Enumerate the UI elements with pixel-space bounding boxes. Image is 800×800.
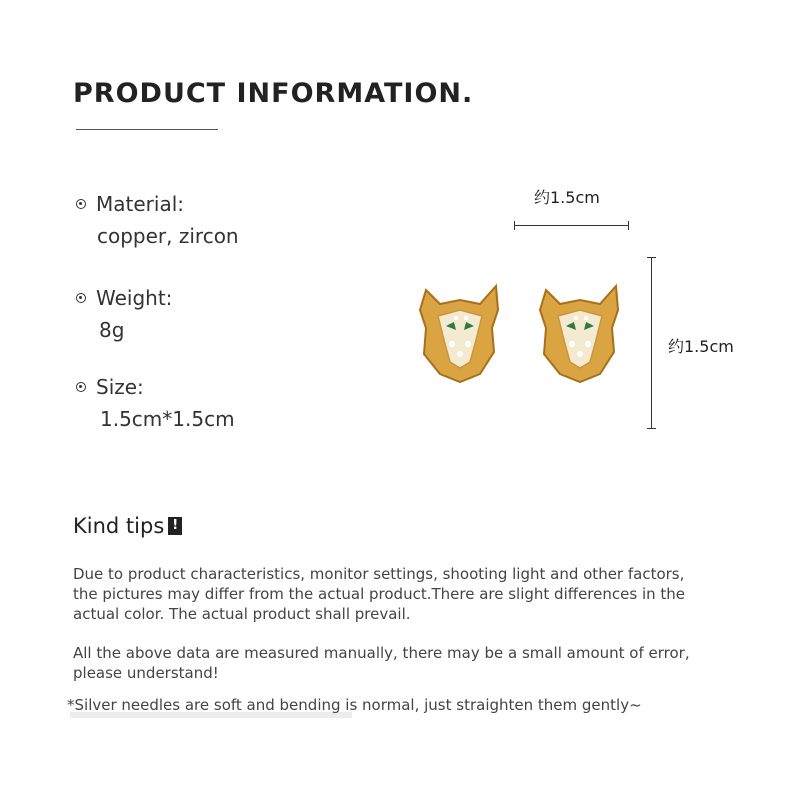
spec-size (76, 375, 235, 431)
leopard-earring-left (414, 282, 506, 384)
kind-tips-heading (73, 514, 182, 538)
bullet-icon (76, 199, 86, 209)
leopard-earring-right (534, 282, 626, 384)
spec-weight (76, 286, 172, 342)
width-dimension-line (514, 225, 629, 226)
spec-value: copper, zircon (97, 224, 239, 248)
spec-value: 1.5cm*1.5cm (100, 407, 235, 431)
height-dimension-line (651, 257, 652, 429)
height-label: 约1.5cm (668, 337, 734, 356)
bullet-icon (76, 293, 86, 303)
bullet-icon (76, 382, 86, 392)
tips-paragraph-1: Due to product characteristics, monitor settings, shooting light and other factors, the pictures may differ from the actual product.There are slight differences in the actual color. The actual product shall prevail. (73, 565, 685, 623)
spec-label: Weight: (96, 286, 173, 310)
spec-label: Size: (96, 375, 144, 399)
width-label: 约1.5cm (534, 188, 600, 207)
silver-needle-note: *Silver needles are soft and bending is normal, just straighten them gently~ (67, 696, 642, 714)
tips-paragraph-2: All the above data are measured manually, there may be a small amount of error, please understand! (73, 644, 690, 682)
kind-tips-label: Kind tips (73, 514, 165, 538)
spec-value: 8g (99, 318, 125, 342)
exclamation-icon: ! (168, 517, 182, 535)
title-underline (76, 129, 218, 130)
spec-label: Material: (96, 192, 184, 216)
page-title: PRODUCT INFORMATION. (73, 78, 474, 109)
spec-material (76, 192, 239, 248)
